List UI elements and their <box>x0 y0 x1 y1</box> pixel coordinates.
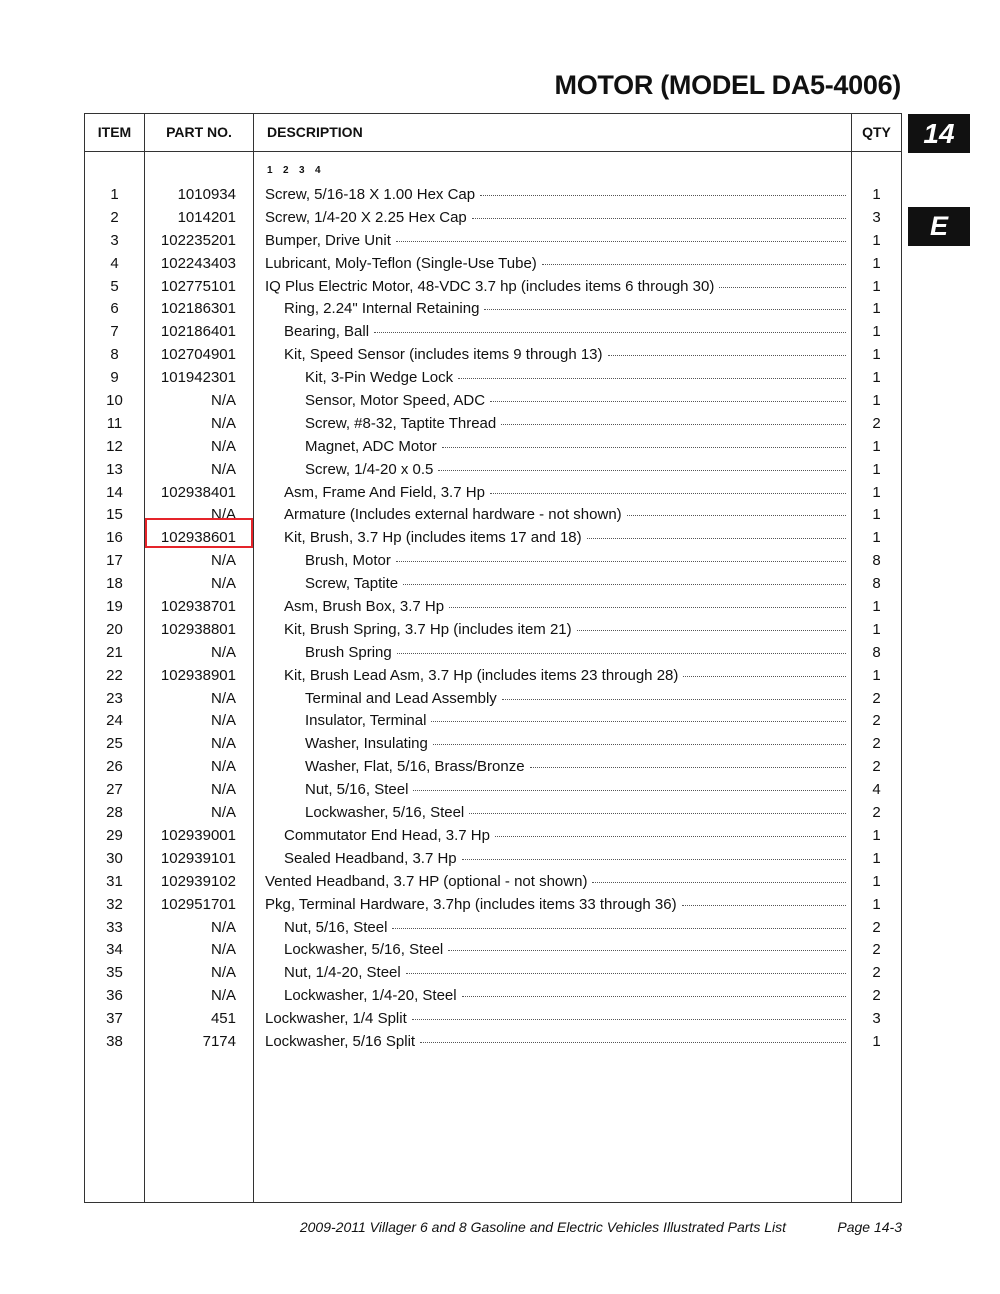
table-row <box>85 550 901 573</box>
table-row <box>85 917 901 940</box>
table-row <box>85 344 901 367</box>
dot-leader <box>412 1015 846 1020</box>
table-row <box>85 848 901 871</box>
section-tab[interactable]: E <box>908 207 970 246</box>
dot-leader <box>420 1038 846 1043</box>
dot-leader <box>577 626 846 631</box>
table-row <box>85 894 901 917</box>
description-text: Lockwasher, 5/16, Steel <box>284 941 444 959</box>
table-row <box>85 802 901 825</box>
table-row <box>85 413 901 436</box>
quantity: 1 <box>872 529 881 547</box>
description-text: Screw, 1/4-20 X 2.25 Hex Cap <box>265 208 467 226</box>
part-number: 102939001 <box>160 826 236 844</box>
description-text: Asm, Frame And Field, 3.7 Hp <box>284 483 485 501</box>
item-number: 28 <box>106 804 123 822</box>
dot-leader <box>587 534 846 539</box>
table-row <box>85 688 901 711</box>
description-text: Kit, Brush Spring, 3.7 Hp (includes item 21) <box>284 620 572 638</box>
table-row <box>85 253 901 276</box>
table-row <box>85 1008 901 1031</box>
dot-leader <box>490 489 846 494</box>
description-text: Nut, 5/16, Steel <box>284 918 388 936</box>
description-cell <box>284 985 846 1008</box>
description-text: Kit, Brush Lead Asm, 3.7 Hp (includes items 23 through 28) <box>284 666 679 684</box>
table-row <box>85 619 901 642</box>
dot-leader <box>458 374 846 379</box>
dot-leader <box>495 832 846 837</box>
table-row <box>85 985 901 1008</box>
description-cell <box>284 917 846 940</box>
part-number: 102938801 <box>160 620 236 638</box>
quantity: 2 <box>872 758 881 776</box>
description-text: Brush, Motor <box>305 552 391 570</box>
description-text: Vented Headband, 3.7 HP (optional - not shown) <box>265 872 588 890</box>
description-cell <box>284 482 846 505</box>
item-number: 19 <box>106 598 123 616</box>
description-cell <box>284 619 846 642</box>
item-number: 14 <box>106 483 123 501</box>
part-number: 7174 <box>202 1032 236 1050</box>
description-text: Washer, Flat, 5/16, Brass/Bronze <box>305 758 525 776</box>
quantity: 2 <box>872 712 881 730</box>
quantity: 2 <box>872 964 881 982</box>
item-number: 18 <box>106 575 123 593</box>
dot-leader <box>392 924 846 929</box>
dot-leader <box>462 855 846 860</box>
part-number: N/A <box>210 941 236 959</box>
dot-leader <box>413 786 846 791</box>
quantity: 1 <box>872 369 881 387</box>
table-row <box>85 436 901 459</box>
table-row <box>85 184 901 207</box>
table-row <box>85 482 901 505</box>
part-number: 102939102 <box>160 872 236 890</box>
description-cell <box>305 459 846 482</box>
dot-leader <box>449 603 846 608</box>
dot-leader <box>431 717 846 722</box>
quantity: 3 <box>872 1010 881 1028</box>
table-row <box>85 779 901 802</box>
description-cell <box>305 688 846 711</box>
quantity: 8 <box>872 575 881 593</box>
header-item: ITEM <box>97 124 132 140</box>
dot-leader <box>462 992 846 997</box>
description-cell <box>284 962 846 985</box>
dot-leader <box>438 466 846 471</box>
quantity: 2 <box>872 987 881 1005</box>
table-row <box>85 573 901 596</box>
item-number: 36 <box>106 987 123 1005</box>
header-description: DESCRIPTION <box>267 124 363 140</box>
dot-leader <box>719 283 846 288</box>
table-row <box>85 596 901 619</box>
table-row <box>85 459 901 482</box>
item-number: 1 <box>110 186 119 203</box>
header-divider <box>85 151 901 152</box>
item-number: 30 <box>106 849 123 867</box>
description-cell <box>265 871 846 894</box>
description-cell <box>305 779 846 802</box>
dot-leader <box>608 351 846 356</box>
description-cell <box>284 848 846 871</box>
part-number: 1014201 <box>177 208 236 226</box>
item-number: 27 <box>106 781 123 799</box>
description-cell <box>284 596 846 619</box>
description-cell <box>265 276 846 299</box>
part-number: 102186401 <box>160 323 236 341</box>
item-number: 33 <box>106 918 123 936</box>
quantity: 2 <box>872 941 881 959</box>
header-qty: QTY <box>862 124 891 140</box>
description-text: Bearing, Ball <box>284 323 370 341</box>
part-number: N/A <box>210 460 236 478</box>
dot-leader <box>490 397 846 402</box>
description-cell <box>265 207 846 230</box>
part-number: 102186301 <box>160 300 236 318</box>
description-text: Asm, Brush Box, 3.7 Hp <box>284 598 445 616</box>
description-text: Kit, 3-Pin Wedge Lock <box>305 369 454 387</box>
part-number: 102235201 <box>160 231 236 249</box>
part-number: 102951701 <box>160 895 236 913</box>
part-number: 102243403 <box>160 254 236 272</box>
quantity: 1 <box>872 231 881 249</box>
item-number: 3 <box>110 231 119 249</box>
part-number: 102939101 <box>160 849 236 867</box>
description-text: Brush Spring <box>305 643 392 661</box>
dot-leader <box>406 969 846 974</box>
part-number: N/A <box>210 414 236 432</box>
item-number: 17 <box>106 552 123 570</box>
description-text: Kit, Speed Sensor (includes items 9 through 13) <box>284 346 603 364</box>
dot-leader <box>442 443 846 448</box>
description-cell <box>305 367 846 390</box>
indent-level-markers <box>267 165 331 176</box>
part-number: N/A <box>210 918 236 936</box>
quantity: 1 <box>872 826 881 844</box>
dot-leader <box>683 672 846 677</box>
table-row <box>85 642 901 665</box>
item-number: 9 <box>110 369 119 387</box>
description-text: Lockwasher, 1/4 Split <box>265 1010 407 1028</box>
description-cell <box>284 321 846 344</box>
part-number: 1010934 <box>177 186 236 203</box>
dot-leader <box>592 878 846 883</box>
quantity: 4 <box>872 781 881 799</box>
item-number: 12 <box>106 437 123 455</box>
part-number: N/A <box>210 735 236 753</box>
quantity: 2 <box>872 804 881 822</box>
dot-leader <box>472 214 846 219</box>
header-part-no: PART NO. <box>166 124 232 140</box>
quantity: 1 <box>872 598 881 616</box>
quantity: 1 <box>872 620 881 638</box>
description-text: Screw, Taptite <box>305 575 399 593</box>
indent-marker: 1 <box>267 165 273 176</box>
part-number: 102938401 <box>160 483 236 501</box>
item-number: 10 <box>106 392 123 410</box>
parts-rows <box>85 184 901 1054</box>
part-number: 102938601 <box>160 529 236 547</box>
item-number: 23 <box>106 689 123 707</box>
table-row <box>85 871 901 894</box>
item-number: 31 <box>106 872 123 890</box>
description-text: Commutator End Head, 3.7 Hp <box>284 826 490 844</box>
quantity: 1 <box>872 392 881 410</box>
item-number: 6 <box>110 300 119 318</box>
part-number: N/A <box>210 987 236 1005</box>
description-cell <box>265 253 846 276</box>
item-number: 22 <box>106 666 123 684</box>
dot-leader <box>501 420 846 425</box>
item-number: 26 <box>106 758 123 776</box>
table-row <box>85 230 901 253</box>
description-text: Terminal and Lead Assembly <box>305 689 497 707</box>
quantity: 1 <box>872 323 881 341</box>
dot-leader <box>433 740 846 745</box>
part-number: N/A <box>210 781 236 799</box>
table-row <box>85 207 901 230</box>
quantity: 1 <box>872 277 881 295</box>
dot-leader <box>627 511 846 516</box>
description-cell <box>265 1008 846 1031</box>
item-number: 21 <box>106 643 123 661</box>
item-number: 34 <box>106 941 123 959</box>
quantity: 1 <box>872 506 881 524</box>
item-number: 32 <box>106 895 123 913</box>
quantity: 2 <box>872 414 881 432</box>
dot-leader <box>396 557 846 562</box>
quantity: 1 <box>872 895 881 913</box>
table-row <box>85 665 901 688</box>
item-number: 4 <box>110 254 119 272</box>
item-number: 37 <box>106 1010 123 1028</box>
quantity: 1 <box>872 186 881 203</box>
table-row <box>85 825 901 848</box>
quantity: 8 <box>872 643 881 661</box>
item-number: 15 <box>106 506 123 524</box>
item-number: 20 <box>106 620 123 638</box>
item-number: 24 <box>106 712 123 730</box>
quantity: 2 <box>872 918 881 936</box>
description-text: Sealed Headband, 3.7 Hp <box>284 849 457 867</box>
item-number: 13 <box>106 460 123 478</box>
description-text: Ring, 2.24" Internal Retaining <box>284 300 480 318</box>
table-row <box>85 367 901 390</box>
item-number: 8 <box>110 346 119 364</box>
part-number: N/A <box>210 552 236 570</box>
dot-leader <box>396 237 846 242</box>
item-number: 38 <box>106 1032 123 1050</box>
item-number: 2 <box>110 208 119 226</box>
part-number: N/A <box>210 643 236 661</box>
description-cell <box>305 733 846 756</box>
table-row <box>85 390 901 413</box>
description-cell <box>284 665 846 688</box>
description-cell <box>305 802 846 825</box>
dot-leader <box>397 649 846 654</box>
description-cell <box>305 642 846 665</box>
quantity: 2 <box>872 689 881 707</box>
part-number: N/A <box>210 964 236 982</box>
part-number: N/A <box>210 689 236 707</box>
description-cell <box>265 894 846 917</box>
dot-leader <box>542 260 846 265</box>
part-number: N/A <box>210 758 236 776</box>
quantity: 8 <box>872 552 881 570</box>
footer-page-number: Page 14-3 <box>837 1219 902 1235</box>
description-text: Screw, 1/4-20 x 0.5 <box>305 460 434 478</box>
description-cell <box>305 413 846 436</box>
quantity: 1 <box>872 437 881 455</box>
dot-leader <box>502 695 846 700</box>
table-row <box>85 962 901 985</box>
dot-leader <box>448 946 846 951</box>
dot-leader <box>374 328 846 333</box>
description-text: Sensor, Motor Speed, ADC <box>305 392 486 410</box>
description-cell <box>284 504 846 527</box>
description-cell <box>305 390 846 413</box>
indent-marker: 4 <box>315 165 321 176</box>
table-row <box>85 756 901 779</box>
description-cell <box>284 298 846 321</box>
table-row <box>85 1031 901 1054</box>
description-cell <box>305 710 846 733</box>
description-cell <box>265 1031 846 1054</box>
part-number: N/A <box>210 392 236 410</box>
item-number: 7 <box>110 323 119 341</box>
part-number: 101942301 <box>160 369 236 387</box>
part-number: N/A <box>210 437 236 455</box>
page-title: MOTOR (MODEL DA5-4006) <box>554 70 901 100</box>
chapter-tab[interactable]: 14 <box>908 114 970 153</box>
description-text: Bumper, Drive Unit <box>265 231 391 249</box>
dot-leader <box>530 763 846 768</box>
description-text: Nut, 1/4-20, Steel <box>284 964 401 982</box>
part-number: 102775101 <box>160 277 236 295</box>
description-cell <box>284 344 846 367</box>
quantity: 2 <box>872 735 881 753</box>
table-row <box>85 939 901 962</box>
description-text: Insulator, Terminal <box>305 712 427 730</box>
description-text: Kit, Brush, 3.7 Hp (includes items 17 and 18) <box>284 529 582 547</box>
part-number: N/A <box>210 712 236 730</box>
description-text: Screw, #8-32, Taptite Thread <box>305 414 497 432</box>
description-text: Pkg, Terminal Hardware, 3.7hp (includes items 33 through 36) <box>265 895 677 913</box>
quantity: 1 <box>872 483 881 501</box>
part-number: 102938701 <box>160 598 236 616</box>
dot-leader <box>480 191 846 196</box>
quantity: 1 <box>872 1032 881 1050</box>
description-cell <box>265 230 846 253</box>
dot-leader <box>403 580 846 585</box>
quantity: 1 <box>872 460 881 478</box>
item-number: 25 <box>106 735 123 753</box>
item-number: 5 <box>110 277 119 295</box>
item-number: 11 <box>106 414 123 432</box>
description-cell <box>305 436 846 459</box>
highlight-box <box>145 518 253 548</box>
parts-table <box>84 113 902 1203</box>
part-number: N/A <box>210 575 236 593</box>
quantity: 1 <box>872 346 881 364</box>
indent-marker: 3 <box>299 165 305 176</box>
indent-marker: 2 <box>283 165 289 176</box>
table-row <box>85 710 901 733</box>
quantity: 1 <box>872 666 881 684</box>
description-cell <box>305 550 846 573</box>
description-text: Armature (Includes external hardware - not shown) <box>284 506 622 524</box>
description-text: Screw, 5/16-18 X 1.00 Hex Cap <box>265 186 476 203</box>
item-number: 16 <box>106 529 123 547</box>
item-number: 35 <box>106 964 123 982</box>
description-text: Magnet, ADC Motor <box>305 437 437 455</box>
description-cell <box>305 756 846 779</box>
footer-title: 2009-2011 Villager 6 and 8 Gasoline and Electric Vehicles Illustrated Parts List <box>299 1219 786 1235</box>
description-text: Lubricant, Moly-Teflon (Single-Use Tube) <box>265 254 537 272</box>
description-cell <box>265 184 846 207</box>
part-number: N/A <box>210 506 236 524</box>
description-cell <box>284 939 846 962</box>
table-row <box>85 276 901 299</box>
description-cell <box>284 527 846 550</box>
description-cell <box>305 573 846 596</box>
part-number: N/A <box>210 804 236 822</box>
part-number: 102938901 <box>160 666 236 684</box>
table-row <box>85 321 901 344</box>
quantity: 1 <box>872 849 881 867</box>
description-text: Washer, Insulating <box>305 735 428 753</box>
quantity: 3 <box>872 208 881 226</box>
description-text: Nut, 5/16, Steel <box>305 781 409 799</box>
item-number: 29 <box>106 826 123 844</box>
table-row <box>85 733 901 756</box>
part-number: 102704901 <box>160 346 236 364</box>
description-text: Lockwasher, 1/4-20, Steel <box>284 987 457 1005</box>
description-text: Lockwasher, 5/16 Split <box>265 1032 416 1050</box>
dot-leader <box>484 305 846 310</box>
description-text: IQ Plus Electric Motor, 48-VDC 3.7 hp (includes items 6 through 30) <box>265 277 715 295</box>
quantity: 1 <box>872 300 881 318</box>
description-cell <box>284 825 846 848</box>
quantity: 1 <box>872 872 881 890</box>
dot-leader <box>682 901 846 906</box>
dot-leader <box>469 809 846 814</box>
part-number: 451 <box>210 1010 236 1028</box>
table-row <box>85 298 901 321</box>
quantity: 1 <box>872 254 881 272</box>
description-text: Lockwasher, 5/16, Steel <box>305 804 465 822</box>
